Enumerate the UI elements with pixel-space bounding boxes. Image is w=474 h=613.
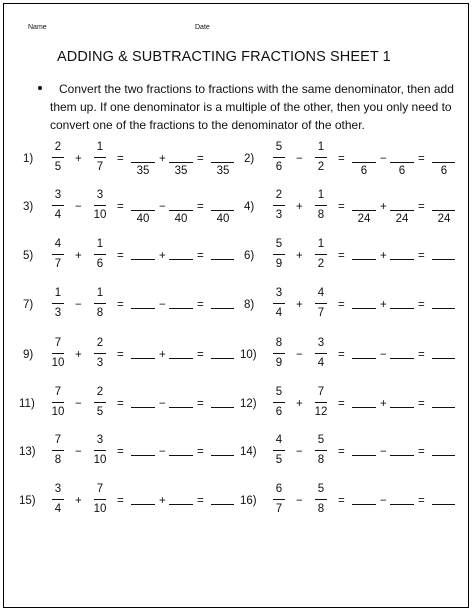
problem-item — [19, 483, 234, 523]
answer-blank — [390, 358, 414, 359]
equals-sign: = — [418, 349, 425, 361]
given-denominator: 35 — [174, 165, 188, 177]
answer-blank — [352, 358, 376, 359]
problem-number: 6) — [244, 250, 255, 262]
denominator: 8 — [317, 454, 325, 466]
equals-sign: = — [418, 446, 425, 458]
problem-item — [240, 434, 455, 474]
fraction-bar — [94, 402, 106, 403]
fraction-bar — [94, 499, 106, 500]
equals-sign: = — [117, 250, 124, 262]
operator: − — [75, 299, 82, 311]
equals-sign: = — [117, 495, 124, 507]
answer-blank — [432, 210, 455, 211]
problem-number: 8) — [244, 299, 255, 311]
problem-item — [19, 141, 234, 181]
fraction-bar — [315, 157, 327, 158]
given-denominator: 24 — [395, 213, 409, 225]
instruction-line: Convert the two fractions to fractions with the same denominator, then add — [59, 82, 454, 96]
answer-blank — [352, 504, 376, 505]
answer-blank — [169, 308, 193, 309]
fraction-bar — [94, 254, 106, 255]
denominator: 8 — [317, 209, 325, 221]
problem-number: 12) — [240, 398, 257, 410]
denominator: 7 — [317, 307, 325, 319]
problem-item — [240, 141, 455, 181]
denominator: 9 — [275, 258, 283, 270]
answer-blank — [131, 210, 155, 211]
fraction-bar — [52, 499, 64, 500]
operator: − — [75, 201, 82, 213]
name-label: Name — [28, 24, 47, 31]
numerator: 7 — [54, 337, 62, 349]
answer-blank — [169, 358, 193, 359]
given-denominator: 6 — [398, 165, 406, 177]
numerator: 4 — [54, 238, 62, 250]
numerator: 3 — [96, 189, 104, 201]
operator: − — [296, 153, 303, 165]
operator: + — [159, 349, 166, 361]
problem-number: 2) — [244, 153, 255, 165]
numerator: 2 — [54, 141, 62, 153]
given-denominator: 6 — [440, 165, 448, 177]
fraction-bar — [315, 205, 327, 206]
problem-item — [19, 434, 234, 474]
operator: + — [380, 398, 387, 410]
problem-number: 14) — [240, 446, 257, 458]
answer-blank — [352, 407, 376, 408]
answer-blank — [131, 504, 155, 505]
equals-sign: = — [117, 299, 124, 311]
date-label: Date — [195, 24, 210, 31]
denominator: 4 — [54, 503, 62, 515]
equals-sign: = — [418, 250, 425, 262]
answer-blank — [390, 259, 414, 260]
answer-blank — [169, 210, 193, 211]
numerator: 7 — [96, 483, 104, 495]
equals-sign: = — [418, 495, 425, 507]
denominator: 9 — [275, 357, 283, 369]
denominator: 7 — [275, 503, 283, 515]
bullet-icon — [38, 86, 42, 90]
fraction-bar — [273, 499, 285, 500]
operator: + — [296, 250, 303, 262]
answer-blank — [352, 210, 376, 211]
answer-blank — [211, 504, 234, 505]
fraction-bar — [52, 402, 64, 403]
numerator: 2 — [96, 386, 104, 398]
answer-blank — [211, 210, 234, 211]
denominator: 10 — [51, 357, 65, 369]
denominator: 3 — [275, 209, 283, 221]
answer-blank — [131, 358, 155, 359]
fraction-bar — [315, 402, 327, 403]
equals-sign: = — [338, 201, 345, 213]
answer-blank — [211, 407, 234, 408]
fraction-bar — [273, 402, 285, 403]
equals-sign: = — [338, 349, 345, 361]
problem-item — [19, 386, 234, 426]
answer-blank — [131, 308, 155, 309]
given-denominator: 35 — [216, 165, 230, 177]
fraction-bar — [273, 205, 285, 206]
denominator: 4 — [317, 357, 325, 369]
fraction-bar — [52, 450, 64, 451]
given-denominator: 35 — [136, 165, 150, 177]
problem-number: 3) — [23, 201, 34, 213]
equals-sign: = — [197, 153, 204, 165]
problem-number: 9) — [23, 349, 34, 361]
denominator: 4 — [54, 209, 62, 221]
fraction-bar — [315, 499, 327, 500]
numerator: 4 — [317, 287, 325, 299]
answer-blank — [211, 259, 234, 260]
problem-number: 11) — [19, 398, 35, 410]
answer-blank — [390, 455, 414, 456]
numerator: 1 — [317, 189, 325, 201]
equals-sign: = — [338, 495, 345, 507]
numerator: 1 — [96, 141, 104, 153]
operator: + — [296, 201, 303, 213]
answer-blank — [352, 162, 376, 163]
equals-sign: = — [117, 201, 124, 213]
given-denominator: 40 — [216, 213, 230, 225]
answer-blank — [211, 358, 234, 359]
problem-item — [19, 287, 234, 327]
numerator: 5 — [275, 141, 283, 153]
answer-blank — [432, 407, 455, 408]
numerator: 3 — [275, 287, 283, 299]
given-denominator: 40 — [174, 213, 188, 225]
answer-blank — [390, 407, 414, 408]
denominator: 7 — [54, 258, 62, 270]
numerator: 4 — [275, 434, 283, 446]
denominator: 12 — [314, 406, 328, 418]
answer-blank — [390, 210, 414, 211]
numerator: 5 — [317, 434, 325, 446]
fraction-bar — [315, 353, 327, 354]
numerator: 1 — [96, 287, 104, 299]
given-denominator: 40 — [136, 213, 150, 225]
answer-blank — [131, 259, 155, 260]
operator: − — [296, 446, 303, 458]
numerator: 5 — [317, 483, 325, 495]
problem-number: 4) — [244, 201, 255, 213]
equals-sign: = — [117, 398, 124, 410]
operator: + — [75, 250, 82, 262]
operator: + — [159, 153, 166, 165]
answer-blank — [432, 162, 455, 163]
given-denominator: 24 — [357, 213, 371, 225]
answer-blank — [169, 407, 193, 408]
worksheet-title: ADDING & SUBTRACTING FRACTIONS SHEET 1 — [57, 49, 391, 65]
fraction-bar — [315, 303, 327, 304]
answer-blank — [352, 455, 376, 456]
fraction-bar — [52, 157, 64, 158]
numerator: 1 — [317, 238, 325, 250]
operator: − — [380, 495, 387, 507]
denominator: 6 — [275, 161, 283, 173]
fraction-bar — [273, 303, 285, 304]
problem-number: 15) — [19, 495, 36, 507]
denominator: 4 — [275, 307, 283, 319]
answer-blank — [131, 455, 155, 456]
equals-sign: = — [338, 250, 345, 262]
fraction-bar — [52, 254, 64, 255]
equals-sign: = — [197, 250, 204, 262]
denominator: 6 — [96, 258, 104, 270]
denominator: 6 — [275, 406, 283, 418]
equals-sign: = — [418, 299, 425, 311]
denominator: 2 — [317, 258, 325, 270]
fraction-bar — [52, 303, 64, 304]
equals-sign: = — [418, 201, 425, 213]
fraction-bar — [315, 254, 327, 255]
problem-number: 16) — [240, 495, 257, 507]
answer-blank — [352, 259, 376, 260]
denominator: 10 — [93, 209, 107, 221]
numerator: 1 — [317, 141, 325, 153]
denominator: 8 — [96, 307, 104, 319]
problem-item — [240, 238, 455, 278]
answer-blank — [131, 162, 155, 163]
answer-blank — [432, 455, 455, 456]
numerator: 3 — [317, 337, 325, 349]
fraction-bar — [273, 353, 285, 354]
operator: + — [159, 495, 166, 507]
fraction-bar — [94, 303, 106, 304]
problem-item — [240, 189, 455, 229]
instruction-line: convert one of the fractions to the denominator of the other. — [50, 118, 365, 132]
equals-sign: = — [117, 153, 124, 165]
equals-sign: = — [117, 446, 124, 458]
operator: − — [296, 349, 303, 361]
equals-sign: = — [197, 495, 204, 507]
denominator: 5 — [54, 161, 62, 173]
given-denominator: 6 — [360, 165, 368, 177]
operator: − — [380, 153, 387, 165]
numerator: 5 — [275, 238, 283, 250]
fraction-bar — [315, 450, 327, 451]
operator: + — [380, 250, 387, 262]
answer-blank — [169, 455, 193, 456]
answer-blank — [211, 455, 234, 456]
problem-item — [240, 386, 455, 426]
problem-item — [19, 337, 234, 377]
equals-sign: = — [197, 299, 204, 311]
problem-number: 1) — [23, 153, 34, 165]
denominator: 8 — [54, 454, 62, 466]
operator: + — [380, 299, 387, 311]
equals-sign: = — [338, 299, 345, 311]
equals-sign: = — [338, 446, 345, 458]
operator: − — [159, 299, 166, 311]
problem-item — [240, 287, 455, 327]
problem-item — [240, 337, 455, 377]
answer-blank — [169, 162, 193, 163]
denominator: 3 — [96, 357, 104, 369]
operator: − — [159, 201, 166, 213]
answer-blank — [169, 504, 193, 505]
denominator: 8 — [317, 503, 325, 515]
problem-number: 10) — [240, 349, 257, 361]
operator: + — [159, 250, 166, 262]
answer-blank — [390, 162, 414, 163]
operator: + — [75, 153, 82, 165]
numerator: 6 — [275, 483, 283, 495]
numerator: 3 — [54, 189, 62, 201]
problem-item — [19, 189, 234, 229]
numerator: 1 — [96, 238, 104, 250]
denominator: 10 — [93, 503, 107, 515]
denominator: 7 — [96, 161, 104, 173]
operator: − — [380, 349, 387, 361]
numerator: 8 — [275, 337, 283, 349]
fraction-bar — [94, 450, 106, 451]
answer-blank — [211, 162, 234, 163]
problem-item — [240, 483, 455, 523]
numerator: 7 — [54, 386, 62, 398]
numerator: 7 — [317, 386, 325, 398]
equals-sign: = — [338, 153, 345, 165]
denominator: 10 — [93, 454, 107, 466]
operator: + — [380, 201, 387, 213]
fraction-bar — [94, 353, 106, 354]
operator: + — [75, 495, 82, 507]
answer-blank — [352, 308, 376, 309]
numerator: 5 — [275, 386, 283, 398]
operator: − — [159, 398, 166, 410]
operator: − — [159, 446, 166, 458]
numerator: 2 — [275, 189, 283, 201]
operator: + — [296, 299, 303, 311]
numerator: 1 — [54, 287, 62, 299]
fraction-bar — [273, 157, 285, 158]
problem-item — [19, 238, 234, 278]
answer-blank — [432, 259, 455, 260]
instruction-line: them up. If one denominator is a multiple of the other, then you only need to — [50, 100, 452, 114]
fraction-bar — [273, 254, 285, 255]
fraction-bar — [273, 450, 285, 451]
answer-blank — [432, 308, 455, 309]
problem-number: 5) — [23, 250, 34, 262]
denominator: 10 — [51, 406, 65, 418]
fraction-bar — [52, 353, 64, 354]
numerator: 3 — [96, 434, 104, 446]
operator: + — [75, 349, 82, 361]
operator: − — [75, 398, 82, 410]
numerator: 2 — [96, 337, 104, 349]
answer-blank — [432, 358, 455, 359]
operator: − — [296, 495, 303, 507]
problem-number: 13) — [19, 446, 36, 458]
operator: + — [296, 398, 303, 410]
answer-blank — [169, 259, 193, 260]
equals-sign: = — [338, 398, 345, 410]
denominator: 5 — [275, 454, 283, 466]
answer-blank — [432, 504, 455, 505]
equals-sign: = — [197, 349, 204, 361]
denominator: 3 — [54, 307, 62, 319]
given-denominator: 24 — [437, 213, 451, 225]
fraction-bar — [52, 205, 64, 206]
numerator: 3 — [54, 483, 62, 495]
fraction-bar — [94, 157, 106, 158]
equals-sign: = — [117, 349, 124, 361]
equals-sign: = — [197, 201, 204, 213]
operator: − — [380, 446, 387, 458]
answer-blank — [390, 308, 414, 309]
answer-blank — [211, 308, 234, 309]
denominator: 2 — [317, 161, 325, 173]
operator: − — [75, 446, 82, 458]
equals-sign: = — [197, 446, 204, 458]
equals-sign: = — [197, 398, 204, 410]
denominator: 5 — [96, 406, 104, 418]
answer-blank — [390, 504, 414, 505]
problem-number: 7) — [23, 299, 34, 311]
equals-sign: = — [418, 153, 425, 165]
fraction-bar — [94, 205, 106, 206]
equals-sign: = — [418, 398, 425, 410]
numerator: 7 — [54, 434, 62, 446]
answer-blank — [131, 407, 155, 408]
